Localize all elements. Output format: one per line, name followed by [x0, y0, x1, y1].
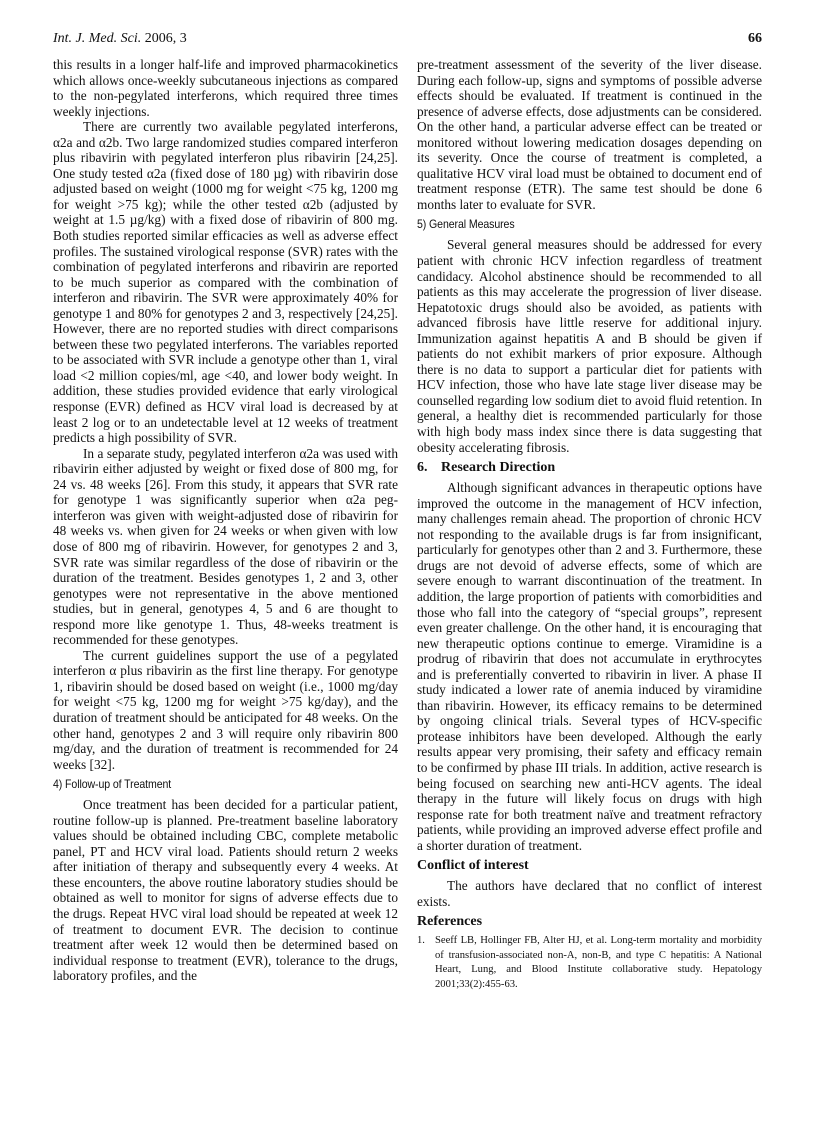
section-heading-references: References: [417, 914, 483, 930]
running-header: [53, 31, 762, 49]
section-heading-conflict-of-interest: Conflict of interest: [417, 858, 529, 874]
section-heading-research-direction: [417, 460, 762, 476]
left-column: [53, 57, 398, 984]
reference-number: 1.: [417, 935, 425, 947]
paragraph: pre-treatment assessment of the severity of the liver disease. During each follow-up, signs and symptoms of possible adverse effects should be evaluated. If treatment is continued in the presence of adverse effects, dose adjustments can be considered. On the other hand, a particular adverse effect can be treated or monitored without lowering medication dosages depending on its severity. Once the course of treatment is completed, a qualitative HCV viral load must be obtained to document end of treatment response (ETR). The same test should be done 6 months later to evaluate for SVR.: [417, 57, 762, 212]
right-column: [417, 57, 762, 992]
paragraph: In a separate study, pegylated interferon α2a was used with ribavirin either adjusted by weight or fixed dose of 800 mg, for 24 vs. 48 weeks [26]. From this study, it appears that SVR rate for genotype 1 was significantly superior when α2a peg-interferon was given with weight-adjusted dose of ribavirin for 48 weeks vs. when given for 24 weeks or when given with low dose of 800 mg of ribavirin. However, for genotypes 2 and 3, SVR rate was similar regardless of the dose of ribavirin or the duration of the treatment. Besides genotypes 1, 2 and 3, other genotypes were not representative in the above mentioned studies, but in general, genotypes 4, 5 and 6 are thought to respond more like genotype 1. Thus, 48-weeks treatment is recommended for these genotypes.: [53, 445, 398, 648]
section-title: Research Direction: [441, 460, 556, 476]
reference-text: Seeff LB, Hollinger FB, Alter HJ, et al. Long-term mortality and morbidity of transfusion-associated non-A, non-B, and type C hepatitis: A National Heart, Lung, and Blood Institute collaborative study. Hepatology 2001;33(2):455-63.: [435, 935, 762, 990]
paragraph: The authors have declared that no conflict of interest exists.: [417, 878, 762, 909]
reference-item: [417, 934, 762, 992]
subsection-heading-follow-up: 4) Follow-up of Treatment: [53, 777, 172, 792]
paragraph: Several general measures should be addressed for every patient with chronic HCV infection regardless of treatment candidacy. Alcohol abstinence should be recommended to all patients as this may accelerate the progression of liver disease. Hepatotoxic drugs should also be avoided, as patients with advanced fibrosis have little reserve for additional injury. Immunization against hepatitis A and B should be given if patients do not exhibit markers of prior exposure. Although there is no data to support a particular diet for patients with HCV infection, those who have late stage liver disease may be counselled regarding low sodium diet to avoid fluid retention. In general, a healthy diet is recommended particularly for those with high body mass index since there is data suggesting that obesity accelerating fibrosis.: [417, 237, 762, 455]
paragraph: Once treatment has been decided for a particular patient, routine follow-up is planned. Pre-treatment baseline laboratory values should be obtained including CBC, complete metabolic panel, PT and HCV viral load. Patients should return 2 weeks after initiation of therapy and subsequently every 4 weeks. At these encounters, the above routine laboratory studies should be obtained as well to monitor for signs of adverse effects due to the drugs. Repeat HVC viral load should be repeated at week 12 of treatment to document EVR. The decision to continue treatment after week 12 would then be determined based on individual response to treatment (EVR), tolerance to the drugs, laboratory profiles, and the: [53, 797, 398, 984]
paragraph: There are currently two available pegylated interferons, α2a and α2b. Two large randomized studies compared interferon plus ribavirin with pegylated interferon plus ribavirin [24,25]. One study tested α2a (fixed dose of 180 µg) with ribavirin dose adjusted based on weight (1000 mg for weight <75 kg, 1200 mg for weight >75 kg); while the other tested α2b (adjusted by weight at 1.5 µg/kg) with a fixed dose of ribavirin of 800 mg. Both studies reported similar efficacies as well as adverse effect profiles. The sustained virological response (SVR) rates with the combination of pegylated interferons and ribavirin are reported to be much superior as compared with the combination of interferon and ribavirin. The SVR were approximately 40% for genotype 1 and 80% for genotypes 2 and 3, respectively [24,25]. However, there are no reported studies with direct comparisons between these two pegylated interferons. The variables reported to be associated with SVR include a genotype other than 1, viral load <2 million copies/ml, age <40, and lower body weight. In addition, these studies provided evidence that early virological response (EVR) defined as HCV viral load is decreased by at least 2 log or to an undetectable level at 12 weeks of treatment predicts a high possibility of SVR.: [53, 119, 398, 446]
paragraph: The current guidelines support the use of a pegylated interferon α plus ribavirin as the first line therapy. For genotype 1, ribavirin should be dosed based on weight (i.e., 1000 mg/day for weight <75 kg, 1200 mg for weight >75 kg/day), and the duration of treatment should be anticipated for 48 weeks. On the other hand, genotypes 2 and 3 will require only ribavirin 800 mg/day, and the duration of treatment is recommended for 24 weeks [32].: [53, 647, 398, 772]
section-number: 6.: [417, 460, 428, 476]
page-number: 66: [748, 31, 762, 46]
journal-volume: 2006, 3: [141, 31, 187, 46]
paragraph: this results in a longer half-life and improved pharmacokinetics which allows once-weekly subcutaneous injections as compared to the non-pegylated interferons, which required three times weekly injections.: [53, 57, 398, 119]
subsection-heading-general-measures: 5) General Measures: [417, 217, 515, 232]
journal-citation: [53, 31, 187, 47]
journal-name: Int. J. Med. Sci.: [53, 31, 142, 46]
paragraph: Although significant advances in therapeutic options have improved the outcome in the management of HCV infection, many challenges remain ahead. The proportion of chronic HCV not responding to the available drugs is far from insignificant, particularly for genotypes other than 2 and 3. Furthermore, these drugs are not devoid of adverse effects, some of which are severe enough to warrant discontinuation of the treatment. In addition, the large proportion of patients with comorbidities and those who fall into the category of “special groups”, represent even greater challenge. On the other hand, it is encouraging that new therapeutic options continue to emerge. Viramidine is a prodrug of ribavirin that does not accumulate in erythrocytes and is preferentially converted to ribavirin in liver. A phase II study indicated a lower rate of anemia induced by viramidine than ribavirin. However, its efficacy remains to be determined by ongoing clinical trials. Several types of HCV-specific protease inhibitors have been developed. Although the early results appear very promising, their safety and efficacy remain to be confirmed by phase III trials. In addition, active research is being focused on searching new anti-HCV agents. The ideal therapy in the future will likely focus on drugs with high response rate for both treatment naïve and treatment refractory patients, while providing an improved adverse effect profile and a shorter duration of treatment.: [417, 480, 762, 853]
